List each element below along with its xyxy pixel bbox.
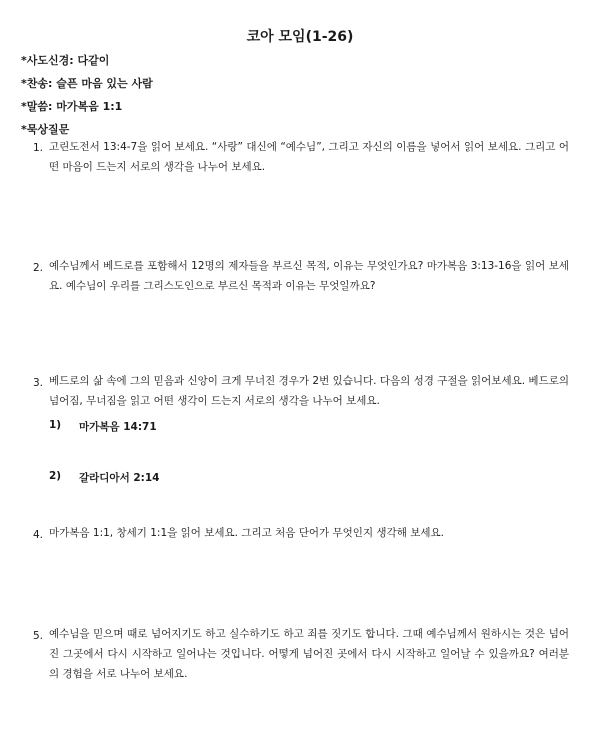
- question-3-text: 베드로의 삶 속에 그의 믿음과 신앙이 크게 무너진 경우가 2번 있습니다. 다음의 성경 구절을 읽어보세요. 베드로의 넘어짐, 무너짐을 읽고 어떤 생각이 드는지 서로의 생각을 나누어 보세요.: [49, 375, 569, 407]
- question-2-number: 2.: [33, 262, 44, 274]
- question-4-text: 마가복음 1:1, 창세기 1:1을 읽어 보세요. 그리고 처음 단어가 무엇인지 생각해 보세요.: [49, 527, 444, 539]
- question-3-sub-1-number: 1): [49, 419, 62, 431]
- meditation-questions-heading: *묵상질문: [21, 123, 70, 136]
- hymn-line: *찬송: 슬픈 마음 있는 사람: [21, 77, 153, 90]
- question-1-text: 고린도전서 13:4-7을 읽어 보세요. “사랑” 대신에 “예수님”, 그리고 자신의 이름을 넣어서 읽어 보세요. 그리고 어떤 마음이 드는지 서로의 생각을 나누어 보세요.: [49, 141, 569, 173]
- document-title: 코아 모임(1-26): [246, 29, 354, 45]
- question-2-text: 예수님께서 베드로를 포함해서 12명의 제자들을 부르신 목적, 이유는 무엇인가요? 마가복음 3:13-16을 읽어 보세요. 예수님이 우리를 그리스도인으로 부르신 목적과 이유는 무엇일까요?: [49, 260, 569, 292]
- question-3-number: 3.: [33, 377, 44, 389]
- question-3-sub-2-number: 2): [49, 470, 62, 482]
- question-1-number: 1.: [33, 142, 44, 154]
- question-3-sub-2-text: 갈라디아서 2:14: [79, 472, 160, 484]
- question-5-text: 예수님을 믿으며 때로 넘어지기도 하고 실수하기도 하고 죄를 짓기도 합니다. 그때 예수님께서 원하시는 것은 넘어진 그곳에서 다시 시작하고 일어나는 것입니다. 어떻게 넘어진 곳에서 다시 시작하고 일어날 수 있을까요? 여러분의 경험을 서로 나누어 보세요.: [49, 628, 569, 680]
- question-5-number: 5.: [33, 630, 44, 642]
- scripture-line: *말씀: 마가복음 1:1: [21, 100, 123, 113]
- question-4-number: 4.: [33, 529, 44, 541]
- creed-line: *사도신경: 다같이: [21, 54, 110, 67]
- question-3-sub-1-text: 마가복음 14:71: [79, 421, 157, 433]
